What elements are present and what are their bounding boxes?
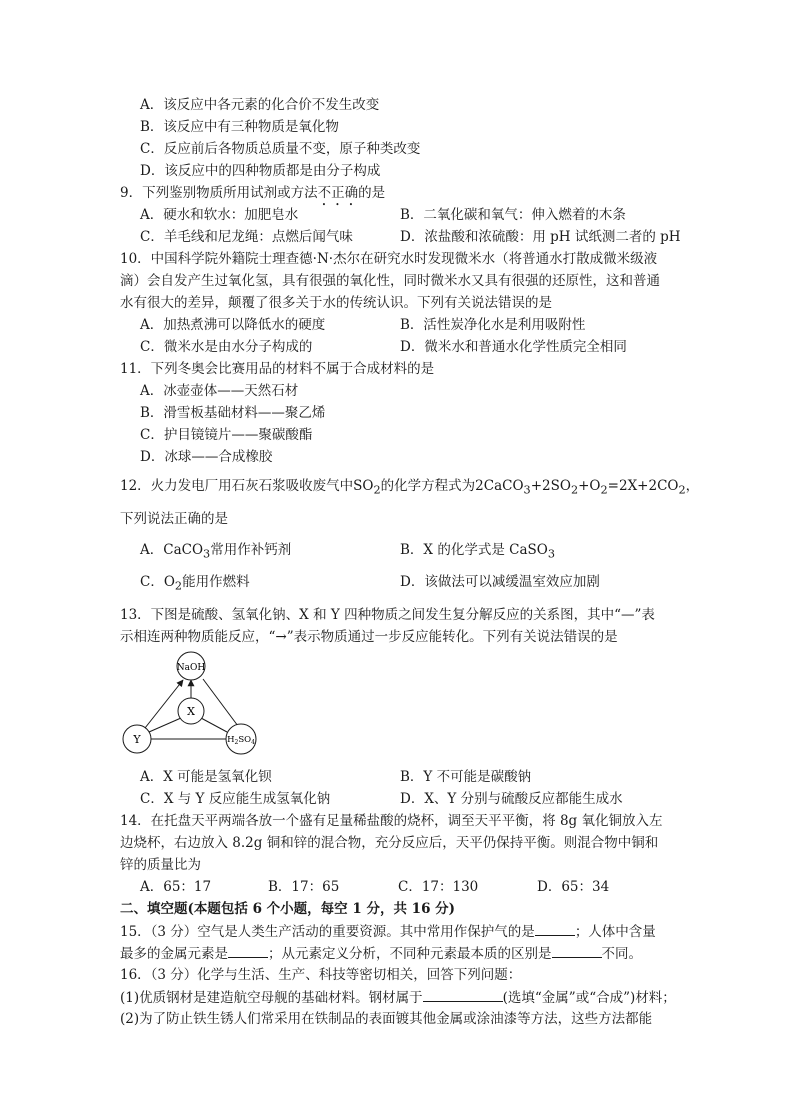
q8-option-b: B．该反应中有三种物质是氧化物 bbox=[140, 119, 339, 135]
q14-stem-line3: 锌的质量比为 bbox=[120, 857, 201, 873]
q12-stem-line1 bbox=[120, 476, 699, 501]
q12-option-d: D．该做法可以减缓温室效应加剧 bbox=[400, 574, 600, 590]
q15-blank-1[interactable] bbox=[535, 921, 575, 936]
q12-stem-text1: 12．火力发电厂用石灰石浆吸收废气中SO bbox=[120, 478, 374, 494]
q12-stem-sub: 2 bbox=[373, 483, 381, 497]
q9-stem-part1: 9．下列鉴别物质所用试剂或方法 bbox=[120, 185, 318, 201]
q16-line2: (1)优质钢材是建造航空母舰的基础材料。钢材属于 (选填“金属”或“合成”)材料； bbox=[120, 987, 676, 1008]
node-naoh-label: NaOH bbox=[176, 663, 206, 673]
edge-x-h2so4 bbox=[201, 718, 227, 732]
q15-blank-3[interactable] bbox=[552, 943, 602, 958]
edge-y-naoh-arrow bbox=[145, 680, 183, 728]
q13-relationship-diagram bbox=[115, 650, 275, 760]
edge-naoh-h2so4 bbox=[203, 679, 238, 726]
q14-stem-line2: 边烧杯，右边放入 8.2g 铜和锌的混合物，充分反应后，天平仍保持平衡。则混合物中铜和 bbox=[120, 835, 659, 851]
q13-option-d: D．X、Y 分别与硫酸反应都能生成水 bbox=[400, 791, 623, 807]
node-y-label: Y bbox=[133, 733, 141, 746]
q13-stem-line1: 13．下图是硫酸、氢氧化钠、X 和 Y 四种物质之间发生复分解反应的关系图，其中“—”表 bbox=[120, 607, 655, 623]
q14-option-d: D．65：34 bbox=[537, 879, 610, 895]
q13-stem-line2: 示相连两种物质能反应，“→”表示物质通过一步反应能转化。下列有关说法错误的是 bbox=[120, 629, 618, 645]
q10-stem-line3: 水有很大的差异，颠覆了很多关于水的传统认识。下列有关说法错误的是 bbox=[120, 295, 552, 311]
q14-option-c: C．17：130 bbox=[398, 879, 479, 895]
q11-option-d: D．冰球——合成橡胶 bbox=[140, 449, 273, 465]
node-x-label: X bbox=[187, 705, 195, 718]
q9-stem-emphasis: 不正确 bbox=[317, 185, 359, 201]
q9-option-b: B．二氧化碳和氧气：伸入燃着的木条 bbox=[400, 207, 626, 223]
node-h2so4-label: $H_2SO_4$ bbox=[227, 735, 255, 746]
q14-option-a: A．65：17 bbox=[140, 879, 212, 895]
q15-line2: 最多的金属元素是 ；从元素定义分析，不同种元素最本质的区别是 不同。 bbox=[120, 943, 642, 964]
q10-option-d: D．微米水和普通水化学性质完全相同 bbox=[400, 339, 627, 355]
q8-option-c: C．反应前后各物质总质量不变，原子种类改变 bbox=[140, 141, 421, 157]
q14-option-b: B．17：65 bbox=[268, 879, 340, 895]
q10-stem-line1: 10．中国科学院外籍院士理查德·N·杰尔在研究水时发现微米水（将普通水打散成微米级液 bbox=[120, 251, 658, 267]
q12-stem-text2: 的化学方程式为 bbox=[380, 478, 476, 494]
q10-option-b: B．活性炭净化水是利用吸附性 bbox=[400, 317, 586, 333]
q8-option-d: D．该反应中的四种物质都是由分子构成 bbox=[140, 163, 381, 179]
q11-option-b: B．滑雪板基础材料——聚乙烯 bbox=[140, 405, 326, 421]
q16-line3: (2)为了防止铁生锈人们常采用在铁制品的表面镀其他金属或涂油漆等方法，这些方法都能 bbox=[120, 1011, 653, 1027]
q12-option-c: C．$O_2$能用作燃料 bbox=[140, 574, 250, 593]
q10-option-c: C．微米水是由水分子构成的 bbox=[140, 339, 313, 355]
q13-option-c: C．X 与 Y 反应能生成氢氧化钠 bbox=[140, 791, 331, 807]
q15-line1: 15．（3 分）空气是人类生产活动的重要资源。其中常用作保护气的是 ；人体中含量 bbox=[120, 921, 656, 942]
q11-option-c: C．护目镜镜片——聚碳酸酯 bbox=[140, 427, 313, 443]
q9-option-a: A．硬水和软水：加肥皂水 bbox=[140, 207, 299, 223]
q12-option-b: B．X 的化学式是 CaSO$_3$ bbox=[400, 542, 555, 561]
q9-stem-part2: 的是 bbox=[358, 185, 386, 201]
q14-stem-line1: 14．在托盘天平两端各放一个盛有足量稀盐酸的烧杯，调至天平平衡，将 8g 氧化铜放入左 bbox=[120, 813, 663, 829]
q13-option-a: A．X 可能是氢氧化钡 bbox=[140, 769, 272, 785]
q11-option-a: A．冰壶壶体——天然石材 bbox=[140, 383, 299, 399]
edge-x-y bbox=[149, 718, 181, 732]
q8-option-a: A．该反应中各元素的化合价不发生改变 bbox=[140, 97, 380, 113]
q15-blank-2[interactable] bbox=[228, 943, 268, 958]
q12-stem-line2: 下列说法正确的是 bbox=[120, 511, 228, 527]
q12-option-a: A．CaCO$_3$常用作补钙剂 bbox=[140, 542, 292, 561]
q16-line1: 16．（3 分）化学与生活、生产、科技等密切相关，回答下列问题： bbox=[120, 967, 522, 983]
q11-stem: 11．下列冬奥会比赛用品的材料不属于合成材料的是 bbox=[120, 361, 435, 377]
section-2-heading: 二、填空题(本题包括 6 个小题，每空 1 分，共 16 分) bbox=[120, 901, 456, 917]
q16-blank-1[interactable] bbox=[423, 987, 503, 1002]
q9-option-d: D．浓盐酸和浓硫酸：用 pH 试纸测二者的 pH bbox=[400, 229, 681, 245]
q12-equation: $2CaCO_3+2SO_2+O_2=2X+2CO_2$， bbox=[475, 478, 700, 497]
q9-option-c: C．羊毛线和尼龙绳：点燃后闻气味 bbox=[140, 229, 353, 245]
q10-option-a: A．加热煮沸可以降低水的硬度 bbox=[140, 317, 326, 333]
q13-option-b: B．Y 不可能是碳酸钠 bbox=[400, 769, 532, 785]
q10-stem-line2: 滴）会自发产生过氧化氢，具有很强的氧化性，同时微米水又具有很强的还原性，这和普通 bbox=[120, 273, 660, 289]
